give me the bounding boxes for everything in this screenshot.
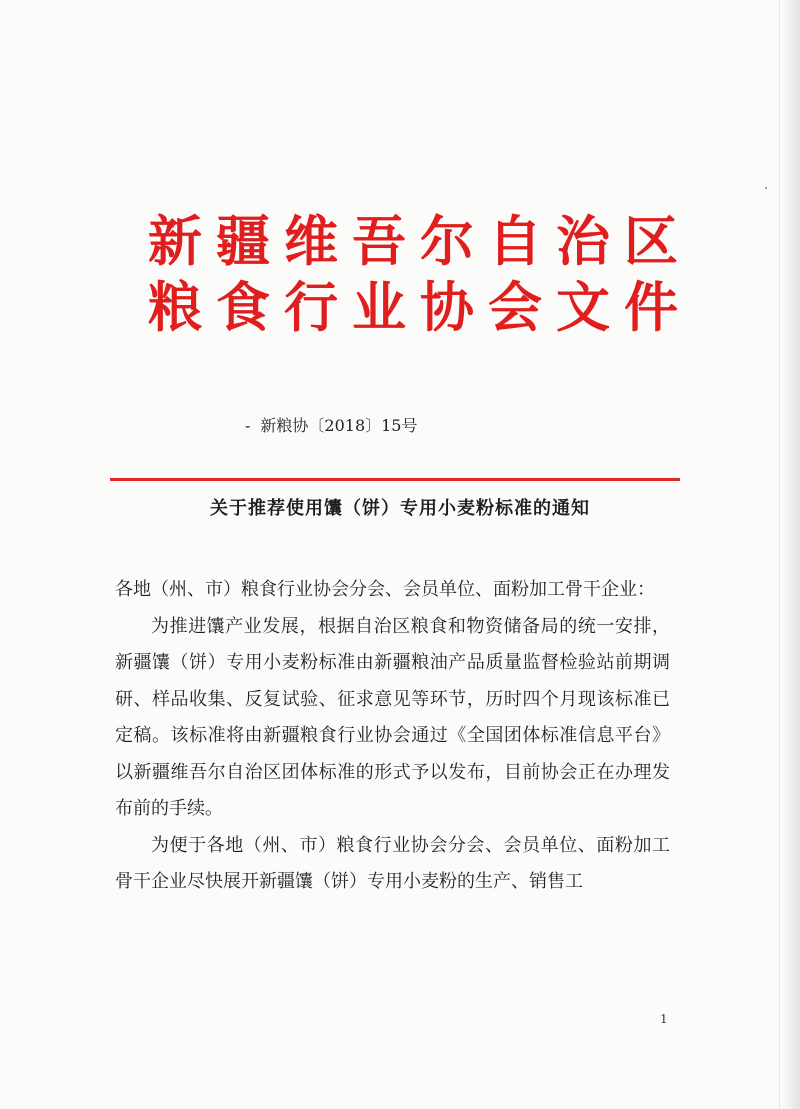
- notice-body: [115, 572, 670, 901]
- notice-title: 关于推荐使用馕（饼）专用小麦粉标准的通知: [210, 498, 590, 519]
- document-number-dash: -: [245, 416, 251, 435]
- issuer-title-line-1: 新疆维吾尔自治区: [148, 209, 692, 273]
- salutation: 各地（州、市）粮食行业协会分会、会员单位、面粉加工骨干企业：: [115, 579, 655, 600]
- scan-speck: [765, 187, 767, 189]
- document-number: [245, 413, 418, 436]
- document-number-text: 新粮协〔2018〕15号: [260, 416, 418, 435]
- body-paragraph-2: 为便于各地（州、市）粮食行业协会分会、会员单位、面粉加工骨干企业尽快展开新疆馕（饼）专用小麦粉的生产、销售工: [115, 834, 670, 892]
- scan-edge-line: [779, 0, 780, 1109]
- red-separator-rule: [110, 478, 680, 481]
- page-number: 1: [660, 1012, 668, 1026]
- issuer-title-line-2: 粮食行业协会文件: [148, 275, 692, 339]
- scan-edge-shadow: [782, 0, 800, 1109]
- body-paragraph-1: 为推进馕产业发展，根据自治区粮食和物资储备局的统一安排，新疆馕（饼）专用小麦粉标准由新疆粮油产品质量监督检验站前期调研、样品收集、反复试验、征求意见等环节，历时四个月现该标准已定稿。该标准将由新疆粮食行业协会通过《全国团体标准信息平台》以新疆维吾尔自治区团体标准的形式予以发布，目前协会正在办理发布前的手续。: [115, 615, 670, 819]
